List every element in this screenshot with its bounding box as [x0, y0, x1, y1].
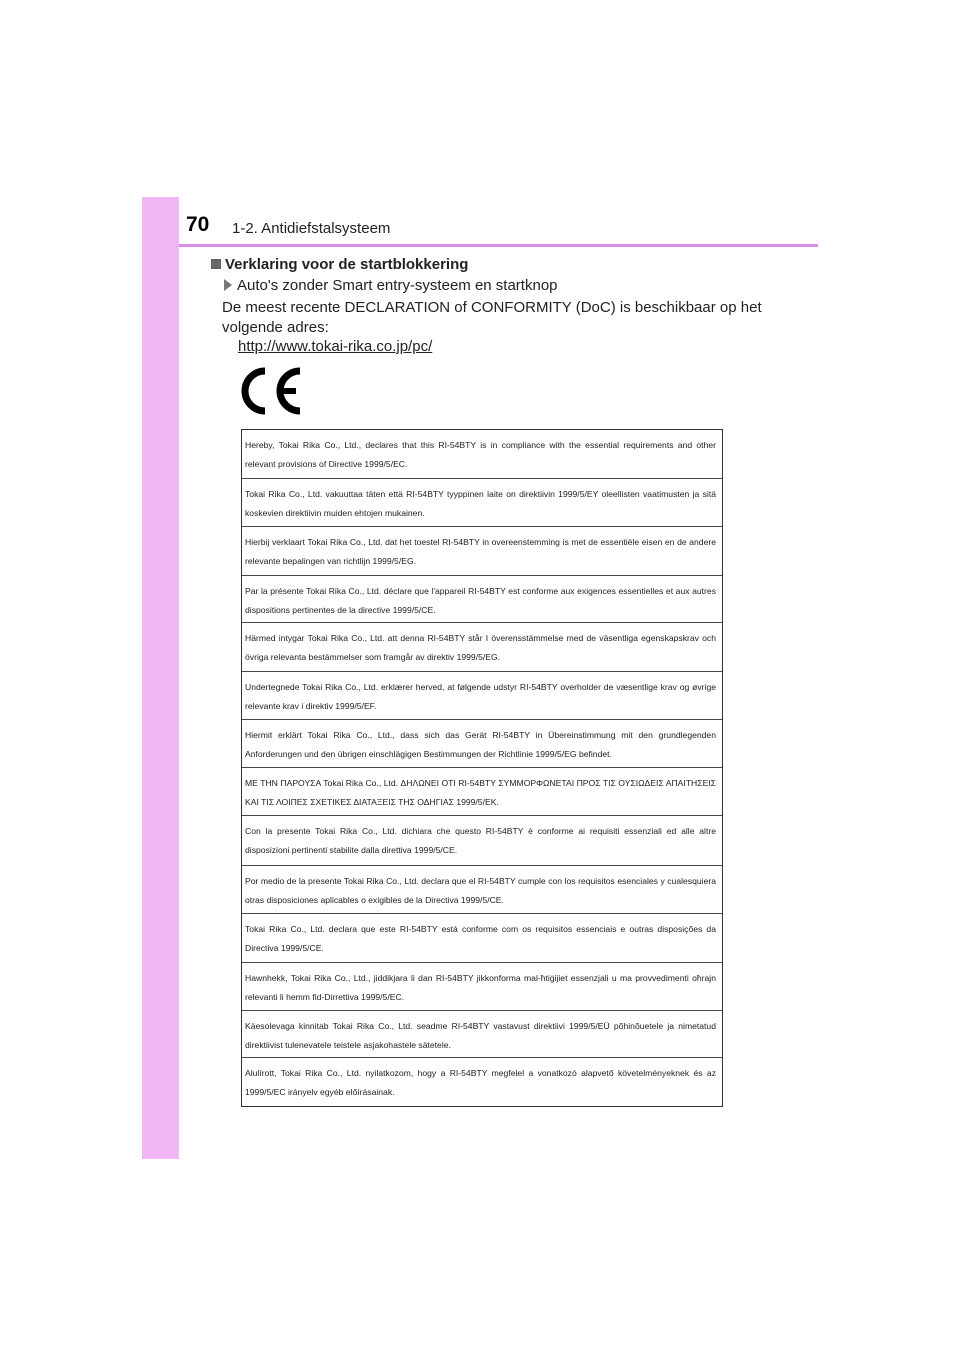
intro-paragraph: De meest recente DECLARATION of CONFORMITY (DoC) is beschikbaar op het volgende adres:	[222, 299, 762, 336]
square-bullet-icon	[211, 259, 221, 269]
declaration-row: Con la presente Tokai Rika Co., Ltd. dichiara che questo RI-54BTY è conforme ai requisiti essenziali ed alle altre disposizioni pertinenti stabilite dalla direttiva 1999/5/CE.	[242, 816, 722, 866]
declaration-row: Por medio de la presente Tokai Rika Co., Ltd. declara que el RI-54BTY cumple con los requisitos esenciales y cualesquiera otras disposiciones aplicables o exigibles de la Directiva 1999/5/CE.	[242, 866, 722, 914]
declaration-row: Undertegnede Tokai Rika Co., Ltd. erklærer herved, at følgende udstyr RI-54BTY overholder de væsentlige krav og øvrige relevante krav i direktiv 1999/5/EF.	[242, 672, 722, 720]
section-heading	[211, 256, 468, 273]
chapter-side-band	[142, 197, 179, 1159]
doc-url-link[interactable]: http://www.tokai-rika.co.jp/pc/	[238, 338, 433, 355]
declaration-row: ΜΕ ΤΗΝ ΠΑΡΟΥΣΑ Tokai Rika Co., Ltd. ΔΗΛΩΝΕΙ ΟΤΙ RI-54BTY ΣΥΜΜΟΡΦΩΝΕΤΑΙ ΠΡΟΣ ΤΙΣ ΟΥΣΙΩΔΕΙΣ ΑΠΑΙΤΗΣΕΙΣ ΚΑΙ ΤΙΣ ΛΟΙΠΕΣ ΣΧΕΤΙΚΕΣ ΔΙΑΤΑΞΕΙΣ ΤΗΣ ΟΔΗΓΙΑΣ 1999/5/ΕΚ.	[242, 768, 722, 816]
declaration-row: Tokai Rika Co., Ltd. vakuuttaa täten että RI-54BTY tyyppinen laite on direktiivin 1999/5/EY oleellisten vaatimusten ja sitä koskevien direktiivin muiden ehtojen mukainen.	[242, 479, 722, 527]
declaration-table	[241, 429, 723, 1107]
declaration-row: Par la présente Tokai Rika Co., Ltd. déclare que l'appareil RI-54BTY est conforme aux exigences essentielles et aux autres dispositions pertinentes de la directive 1999/5/CE.	[242, 576, 722, 623]
declaration-row: Käesolevaga kinnitab Tokai Rika Co., Ltd. seadme RI-54BTY vastavust direktiivi 1999/5/EÜ põhinõuetele ja nimetatud direktiivist tulenevatele teistele asjakohastele sätetele.	[242, 1011, 722, 1058]
declaration-row: Hierbij verklaart Tokai Rika Co., Ltd. dat het toestel RI-54BTY in overeenstemming is met de essentiële eisen en de andere relevante bepalingen van richtlijn 1999/5/EG.	[242, 527, 722, 576]
page-number: 70	[186, 213, 210, 236]
declaration-row: Alulírott, Tokai Rika Co., Ltd. nyilatkozom, hogy a RI-54BTY megfelel a vonatkozó alapvető követelményeknek és az 1999/5/EC irányelv egyéb előírásainak.	[245, 1068, 716, 1097]
sub-item	[224, 277, 558, 294]
declaration-row: Hereby, Tokai Rika Co., Ltd., declares that this RI-54BTY is in compliance with the essential requirements and other relevant provisions of Directive 1999/5/EC.	[242, 430, 722, 479]
ce-mark-label: CE	[238, 366, 240, 367]
declaration-row: Tokai Rika Co., Ltd. declara que este RI-54BTY está conforme com os requisitos essenciais e outras disposições da Directiva 1999/5/CE.	[242, 914, 722, 963]
sub-item-text: Auto's zonder Smart entry-systeem en startknop	[237, 277, 558, 294]
heading-text: Verklaring voor de startblokkering	[225, 256, 469, 273]
section-title: 1-2. Antidiefstalsysteem	[232, 220, 391, 237]
header-rule	[179, 244, 818, 247]
arrow-right-icon	[224, 279, 232, 291]
ce-mark-icon	[238, 366, 306, 416]
declaration-row: Härmed intygar Tokai Rika Co., Ltd. att denna RI-54BTY står I överensstämmelse med de väsentliga egenskapskrav och övriga relevanta bestämmelser som framgår av direktiv 1999/5/EG.	[242, 623, 722, 672]
declaration-row: Hawnhekk, Tokai Rika Co., Ltd., jiddikjara li dan RI-54BTY jikkonforma mal-ħtiġijiet essenzjali u ma provvedimenti oħrajn relevanti li hemm fid-Dirrettiva 1999/5/EC.	[242, 963, 722, 1011]
declaration-row: Hiermit erklärt Tokai Rika Co., Ltd., dass sich das Gerät RI-54BTY in Übereinstimmung mit den grundlegenden Anforderungen und den übrigen einschlägigen Bestimmungen der Richtlinie 1999/5/EG befindet.	[242, 720, 722, 768]
